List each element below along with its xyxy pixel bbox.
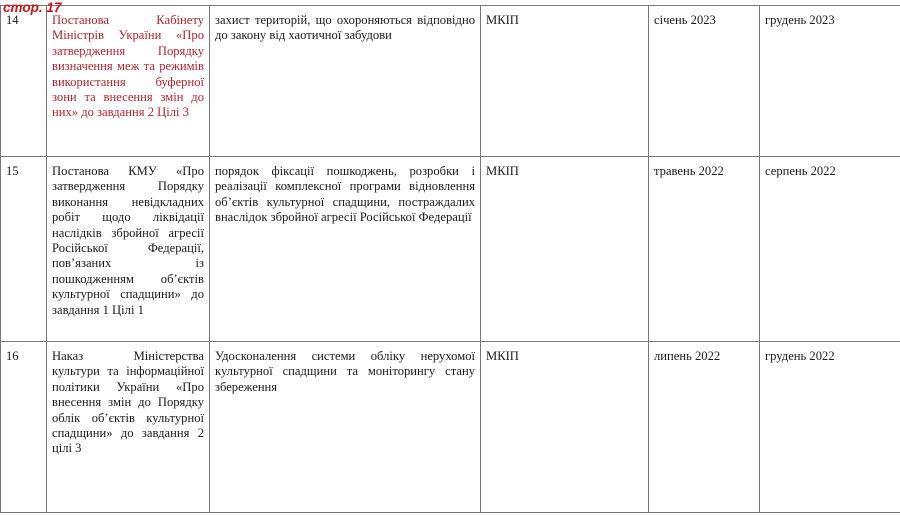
- end-date-cell: грудень 2022: [760, 342, 900, 513]
- description-cell: порядок фіксації пошкоджень, розробки і реалізації комплексної програми відновлення об’єктів культурної спадщини, постраждалих внаслідок збройної агресії Російської Федерації: [210, 157, 481, 342]
- regulatory-acts-table: [0, 5, 900, 513]
- row-number-cell: 16: [1, 342, 47, 513]
- responsible-cell: МКІП: [481, 342, 649, 513]
- description-cell: захист територій, що охороняються відповідно до закону від хаотичної забудови: [210, 6, 481, 157]
- description-cell: Удосконалення системи обліку нерухомої культурної спадщини та моніторингу стану збереження: [210, 342, 481, 513]
- table-row: [1, 6, 900, 157]
- page-number-label: стор. 17: [3, 0, 62, 15]
- document-cell: Постанова Кабінету Міністрів України «Про затвердження Порядку визначення меж та режимів використання буферної зони та внесення змін до них» до завдання 2 Цілі 3: [47, 6, 210, 157]
- document-cell: Наказ Міністерства культури та інформаційної політики України «Про внесення змін до Порядку облік об’єктів культурної спадщини» до завдання 2 цілі 3: [47, 342, 210, 513]
- responsible-cell: МКІП: [481, 157, 649, 342]
- start-date-cell: травень 2022: [649, 157, 760, 342]
- start-date-cell: січень 2023: [649, 6, 760, 157]
- end-date-cell: серпень 2022: [760, 157, 900, 342]
- end-date-cell: грудень 2023: [760, 6, 900, 157]
- start-date-cell: липень 2022: [649, 342, 760, 513]
- row-number-cell: 14: [1, 6, 47, 157]
- document-cell: Постанова КМУ «Про затвердження Порядку виконання невідкладних робіт щодо ліквідації наслідків збройної агресії Російської Федерації, пов’язаних із пошкодженням об’єктів культурної спадщини» до завдання 1 Цілі 1: [47, 157, 210, 342]
- row-number-cell: 15: [1, 157, 47, 342]
- table-row: [1, 157, 900, 342]
- responsible-cell: МКІП: [481, 6, 649, 157]
- table-row: [1, 342, 900, 513]
